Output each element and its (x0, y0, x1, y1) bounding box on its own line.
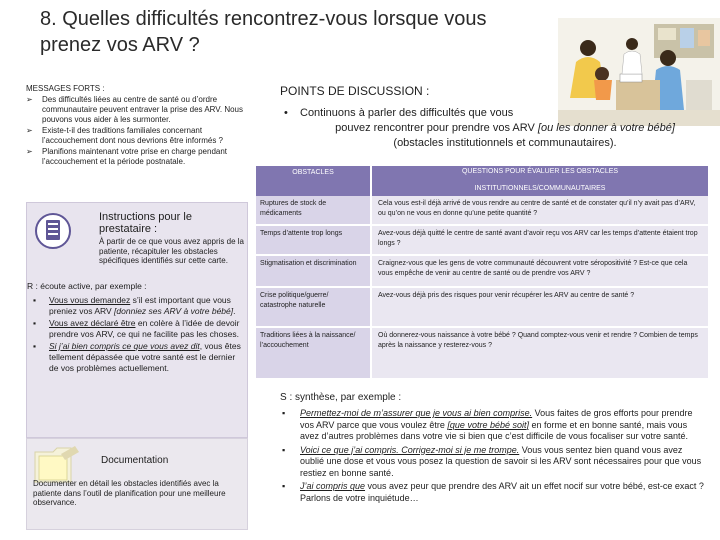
key-message-item: ➢ Planifions maintenant votre prise en charge pendant l’accouchement et la période postnatale. (26, 147, 228, 166)
question-cell: Avez-vous déjà quitté le centre de santé avant d’avoir reçu vos ARV car les temps d’attente étaient trop longs ? (372, 226, 708, 254)
documentation-body: Documenter en détail les obstacles identifiés avec la patiente dans l’outil de planification pour une meilleure observance. (33, 479, 226, 507)
key-messages-heading: MESSAGES FORTS : (26, 84, 105, 93)
table-row (256, 196, 708, 224)
table-row (256, 256, 708, 286)
bullet-icon: ▪ (282, 481, 286, 491)
table-header-obstacles: OBSTACLES (256, 166, 370, 196)
obstacle-table (256, 196, 708, 378)
active-listening-heading: R : écoute active, par exemple : (27, 281, 147, 291)
question-cell: Où donnerez-vous naissance à votre bébé ? Quand comptez-vous venir et rendre ? Combien de temps après la naissance y resterez-vous ? (372, 328, 708, 378)
active-listening-list (29, 295, 243, 375)
key-message-item: ➢ Des difficultés liées au centre de santé ou d’ordre communautaire peuvent entraver la prise des ARV. Nous pouvons vous aider à les surmonter. (26, 95, 244, 124)
instructions-body: À partir de ce que vous avez appris de la patiente, récapituler les obstacles spécifiques identifiés sur cette carte. (99, 237, 244, 265)
discussion-text (284, 106, 710, 151)
documentation-title: Documentation (101, 455, 169, 466)
synthesis-list (280, 408, 708, 506)
obstacle-cell: Stigmatisation et discrimination (256, 256, 370, 286)
list-item: ▪ J’ai compris que vous avez peur que prendre des ARV ait un effet nocif sur votre bébé, est-ce exact ? Parlons de votre inquiétude… (282, 481, 704, 503)
obstacle-cell: Crise politique/guerre/ catastrophe naturelle (256, 288, 370, 326)
page-title: 8. Quelles difficultés rencontrez-vous lorsque vous prenez vos ARV ? (40, 8, 487, 56)
bullet-icon: ▪ (33, 295, 37, 305)
bullet-icon: ▪ (33, 318, 37, 328)
obstacle-cell: Temps d’attente trop longs (256, 226, 370, 254)
question-cell: Avez-vous déjà pris des risques pour venir récupérer les ARV au centre de santé ? (372, 288, 708, 326)
question-cell: Craignez-vous que les gens de votre communauté découvrent votre séropositivité ? Est-ce que cela vous empêche de venir au centre de santé ou de prendre vos ARV ? (372, 256, 708, 286)
arrow-bullet-icon: ➢ (26, 126, 33, 135)
table-header-questions: QUESTIONS POUR ÉVALUER LES OBSTACLES INSTITUTIONNELS/COMMUNAUTAIRES (372, 166, 708, 196)
question-cell: Cela vous est-il déjà arrivé de vous rendre au centre de santé et de constater qu’il n’y avait pas d’ARV, ou qu’on ne vous en donne qu’une petite quantité ? (372, 196, 708, 224)
table-row (256, 328, 708, 378)
obstacle-cell: Traditions liées à la naissance/ l’accouchement (256, 328, 370, 378)
bullet-icon: ▪ (33, 341, 37, 351)
table-row (256, 226, 708, 254)
arrow-bullet-icon: ➢ (26, 147, 33, 156)
instructions-panel (26, 202, 248, 438)
list-item: ▪ Si j’ai bien compris ce que vous avez dit, vous êtes tellement dépassée que votre santé est le dernier de vos problèmes actuellement. (33, 341, 241, 373)
bullet-icon: ▪ (282, 444, 286, 455)
list-item: ▪ Permettez-moi de m’assurer que je vous ai bien comprise. Vous faites de gros efforts pour prendre vos ARV parce que vous voulez être [que votre bébé soit] en forme et en bonne santé, mais vous avez d’autres problèmes dans votre vie si bien que c’est difficile de vous focaliser sur votre santé. (282, 408, 693, 441)
table-row (256, 288, 708, 326)
discussion-heading: POINTS DE DISCUSSION : (280, 84, 430, 98)
discussion-line-2: pouvez rencontrer pour prendre vos ARV [ou les donner à votre bébé] (335, 122, 675, 134)
bullet-icon: • (284, 107, 288, 119)
synthesis-heading: S : synthèse, par exemple : (280, 392, 402, 403)
documentation-panel (26, 438, 248, 530)
list-item: ▪ Voici ce que j’ai compris. Corrigez-moi si je me trompe. Vous vous sentez bien quand vous avez oublié une dose et vous vous posez la question de savoir si les ARV sont nécessaires pour que vous restiez en bonne santé. (282, 444, 702, 478)
instructions-title: Instructions pour le prestataire : (99, 211, 192, 235)
list-item: ▪ Vous avez déclaré être en colère à l’idée de devoir prendre vos ARV, ce qui ne facilite pas les choses. (33, 318, 240, 339)
arrow-bullet-icon: ➢ (26, 95, 33, 104)
bullet-icon: ▪ (282, 408, 286, 418)
key-messages (26, 84, 248, 168)
list-item: ▪ Vous vous demandez s’il est important que vous preniez vos ARV [donniez ses ARV à votre bébé]. (33, 295, 236, 316)
key-message-item: ➢ Existe-t-il des traditions familiales concernant l’accouchement dont nous devrions être informés ? (26, 126, 223, 145)
discussion-line-3: (obstacles institutionnels et communautaires). (393, 137, 617, 149)
discussion-line-1: Continuons à parler des difficultés que vous (300, 107, 514, 119)
checklist-icon (33, 209, 89, 253)
obstacle-cell: Ruptures de stock de médicaments (256, 196, 370, 224)
